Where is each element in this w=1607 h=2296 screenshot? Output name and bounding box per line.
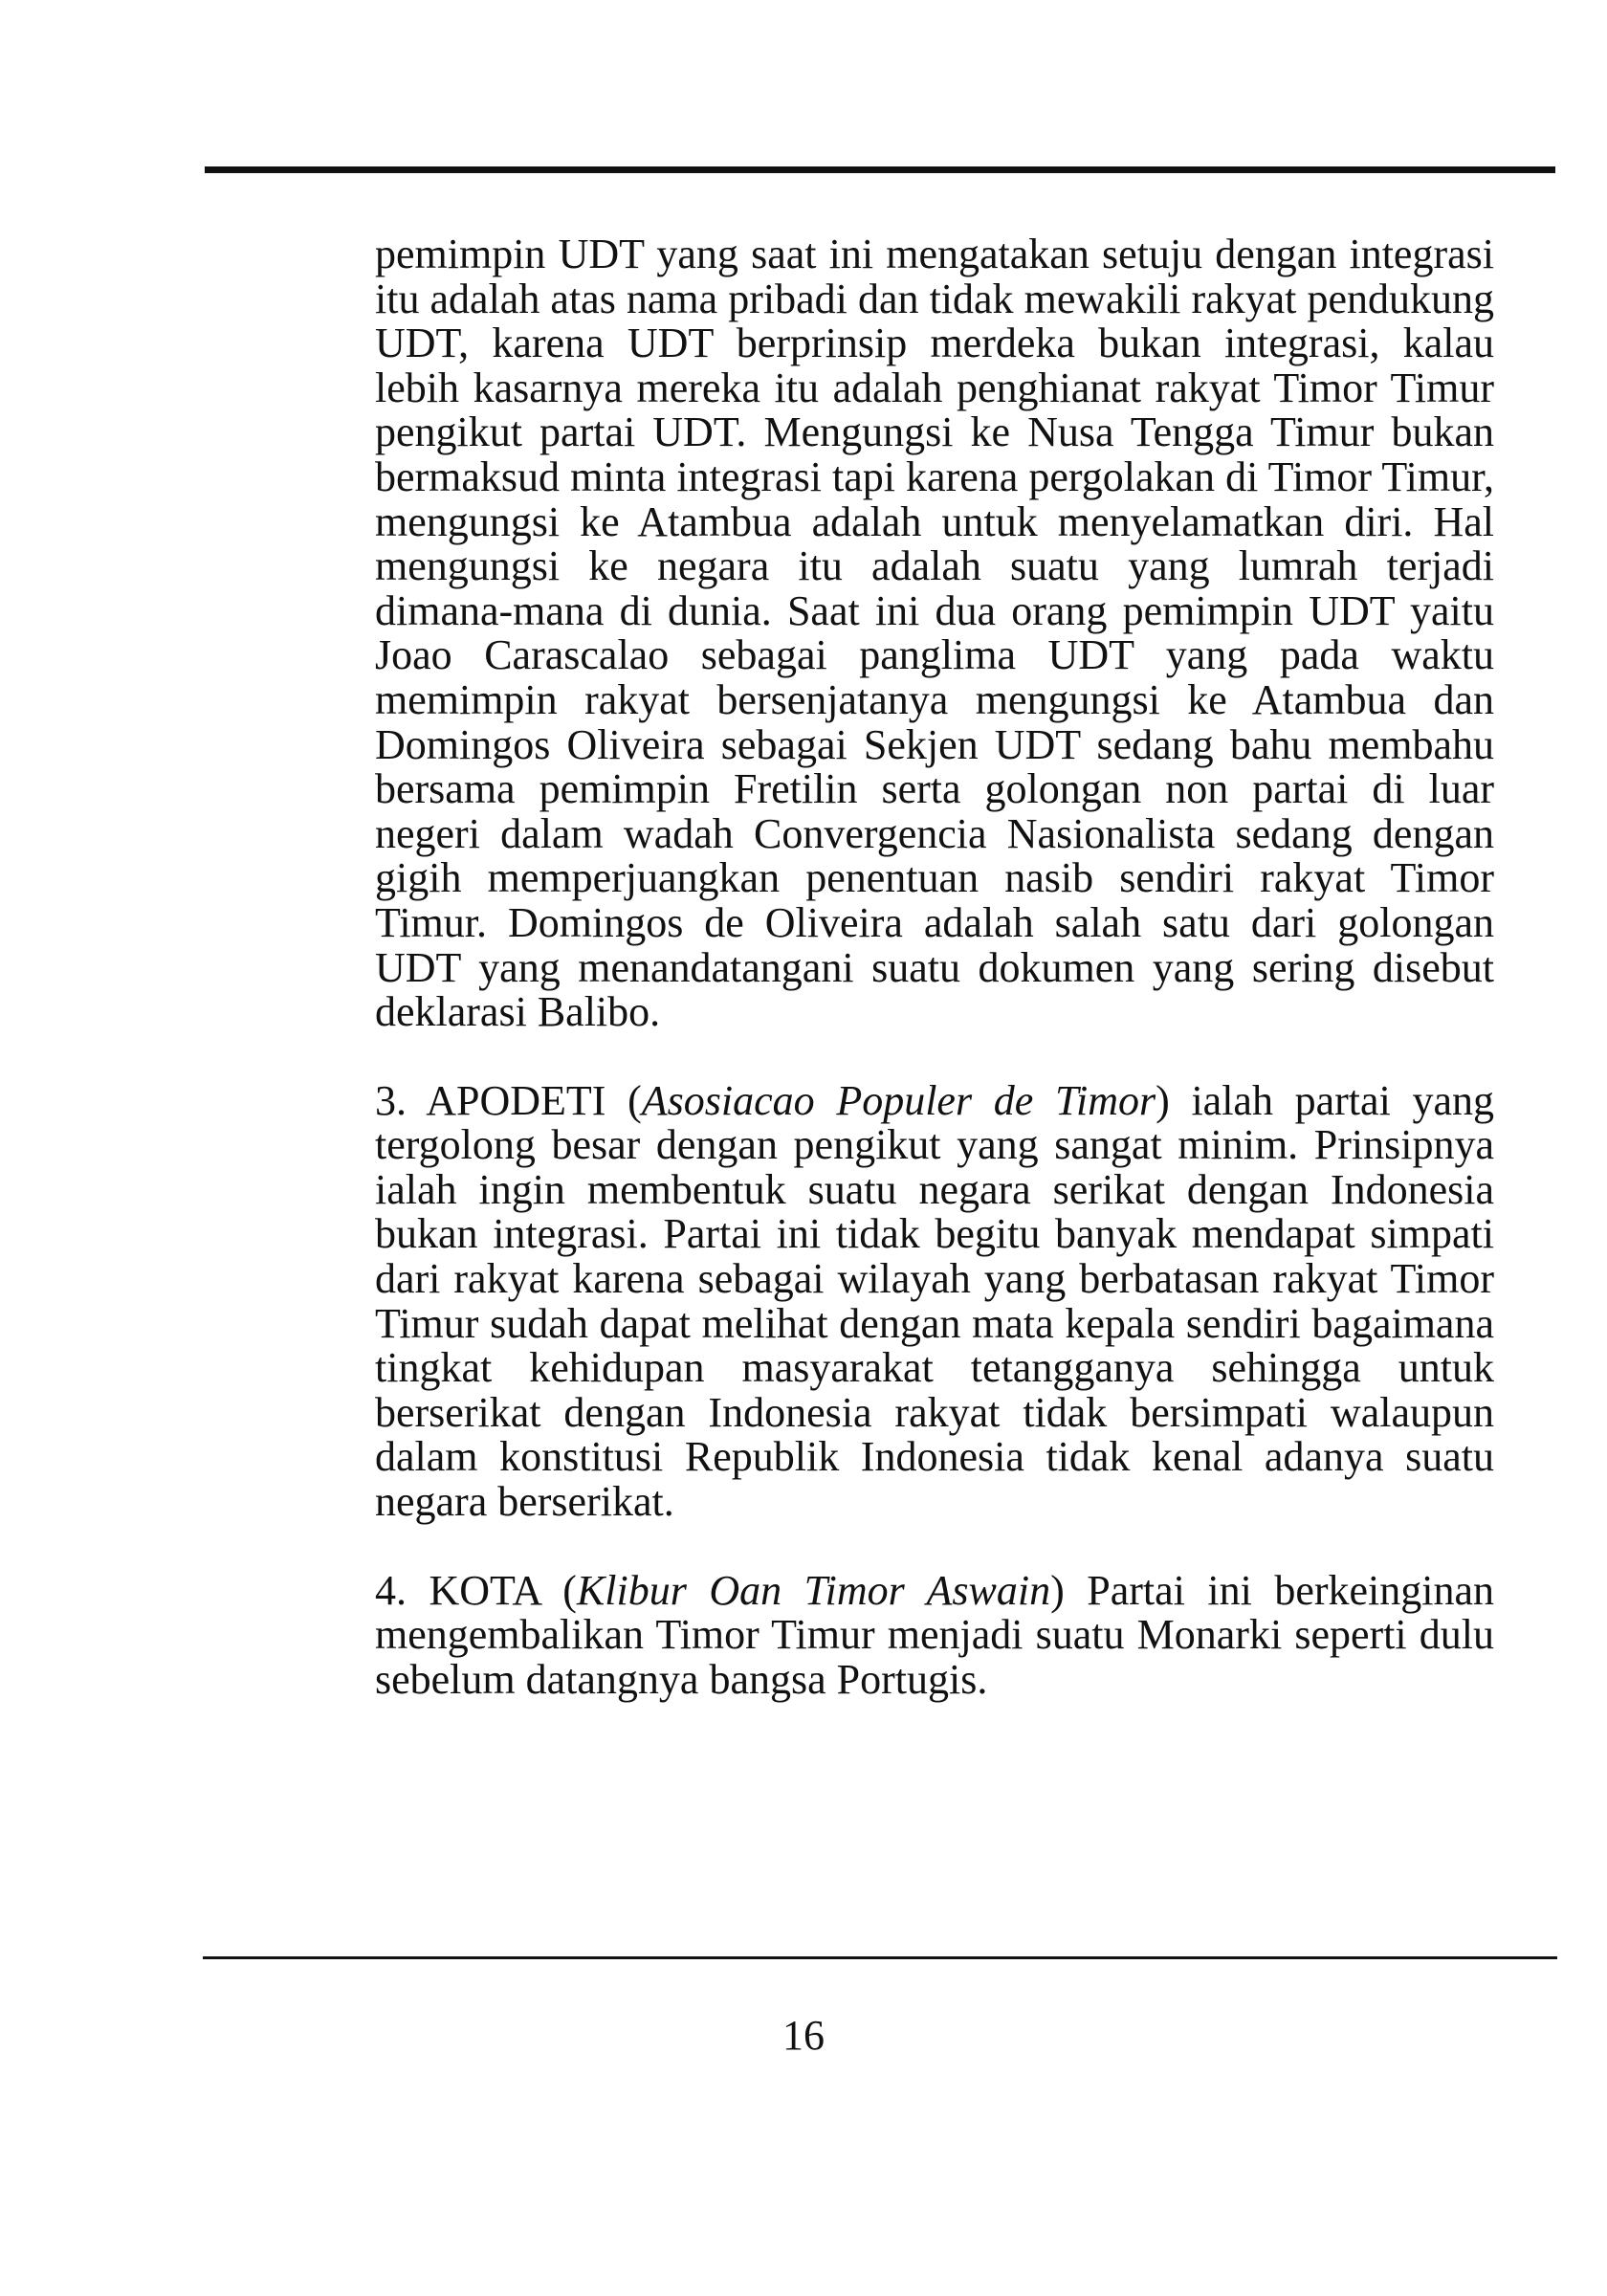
kota-lead: 4. KOTA ( [375, 1566, 577, 1614]
body-text [375, 232, 1494, 1702]
kota-full-name: Klibur Oan Timor Aswain [576, 1566, 1051, 1614]
apodeti-full-name: Asosiacao Populer de Timor [641, 1076, 1156, 1124]
apodeti-description: ) ialah partai yang tergolong besar dengan pengikut yang sangat minim. Prinsipnya ialah ingin membentuk suatu negara serikat dengan Indonesia bukan integrasi. Partai ini tidak begitu banyak mendapat simpati dari rakyat karena sebagai wilayah yang berbatasan rakyat Timor Timur sudah dapat melihat dengan mata kepala sendiri bagaimana tingkat kehidupan masyarakat tetangganya sehingga untuk berserikat dengan Indonesia rakyat tidak bersimpati walaupun dalam konstitusi Republik Indonesia tidak kenal adanya suatu negara berserikat. [375, 1076, 1494, 1526]
bottom-rule [203, 1956, 1557, 1959]
paragraph-udt-continuation: pemimpin UDT yang saat ini mengatakan setuju dengan integrasi itu adalah atas nama pribadi dan tidak mewakili rakyat pendukung UDT, karena UDT berprinsip merdeka bukan integrasi, kalau lebih kasarnya mereka itu adalah penghianat rakyat Timor Timur pengikut partai UDT. Mengungsi ke Nusa Tengga Timur bukan bermaksud minta integrasi tapi karena pergolakan di Timor Timur, mengungsi ke Atambua adalah untuk menyelamatkan diri. Hal mengungsi ke negara itu adalah suatu yang lumrah terjadi dimana-mana di dunia. Saat ini dua orang pemimpin UDT yaitu Joao Carascalao sebagai panglima UDT yang pada waktu memimpin rakyat bersenjatanya mengungsi ke Atambua dan Domingos Oliveira sebagai Sekjen UDT sedang bahu membahu bersama pemimpin Fretilin serta golongan non partai di luar negeri dalam wadah Convergencia Nasionalista sedang dengan gigih memperjuangkan penentuan nasib sendiri rakyat Timor Timur. Domingos de Oliveira adalah salah satu dari golongan UDT yang menandatangani suatu dokumen yang sering disebut deklarasi Balibo. [375, 231, 1494, 1036]
top-rule [205, 166, 1555, 173]
page-number: 16 [782, 2012, 825, 2059]
paragraph-kota [375, 1566, 1495, 1703]
apodeti-lead: 3. APODETI ( [375, 1076, 642, 1124]
paragraph-apodeti [375, 1076, 1494, 1526]
kota-description: ) Partai ini berkeinginan mengembalikan Timor Timur menjadi suatu Monarki seperti dulu sebelum datangnya bangsa Portugis. [375, 1566, 1495, 1703]
